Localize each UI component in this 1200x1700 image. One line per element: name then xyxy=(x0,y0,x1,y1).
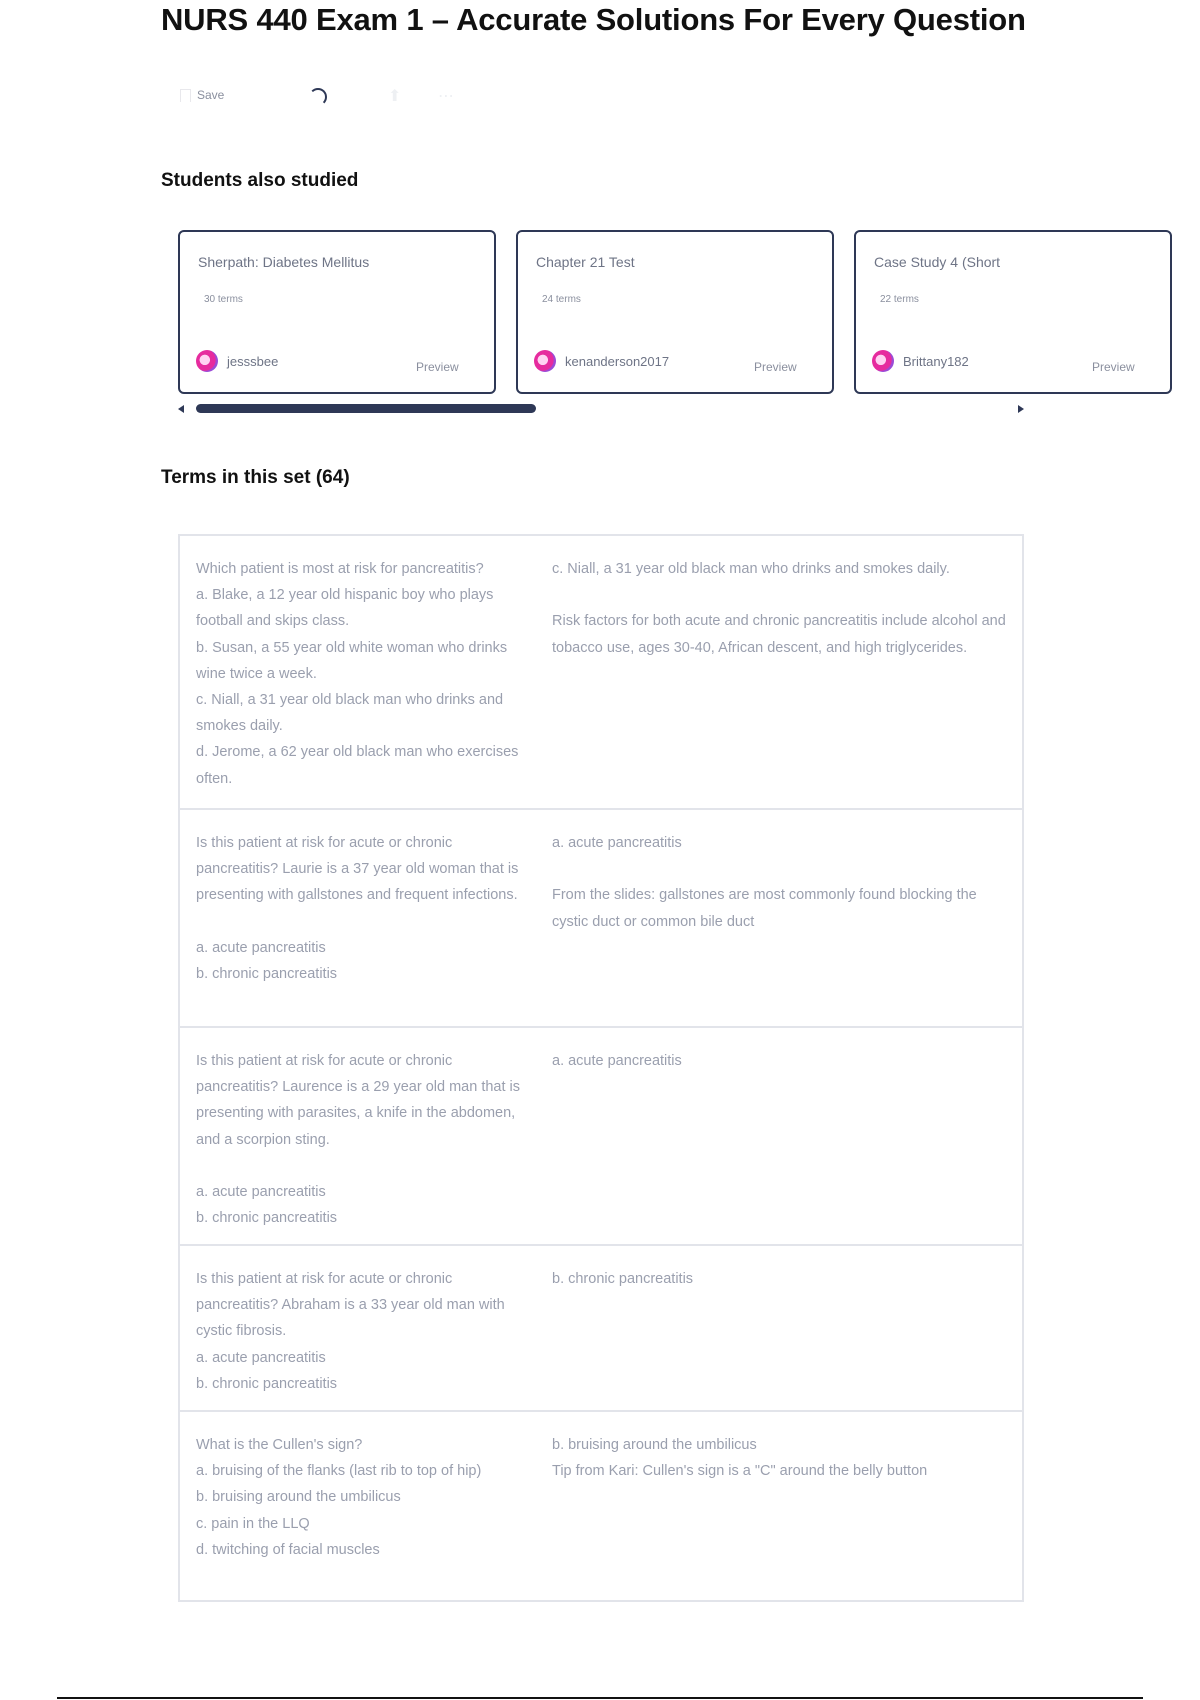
term-row xyxy=(180,1410,1022,1600)
bookmark-icon xyxy=(180,89,191,102)
page-title: NURS 440 Exam 1 – Accurate Solutions For Every Question xyxy=(161,2,1026,37)
study-set-card[interactable] xyxy=(854,230,1172,394)
loading-spinner-icon xyxy=(309,88,327,106)
term-answer: b. bruising around the umbilicus Tip from Kari: Cullen's sign is a "C" around the belly button xyxy=(552,1437,928,1480)
term-answer: c. Niall, a 31 year old black man who drinks and smokes daily. Risk factors for both acute and chronic pancreatitis include alcohol and tobacco use, ages 30-40, African descent, and high triglycerides. xyxy=(552,561,1006,656)
carousel-scrollbar[interactable] xyxy=(178,404,1024,414)
more-icon[interactable]: ⋯ xyxy=(438,88,454,105)
term-question: Is this patient at risk for acute or chronic pancreatitis? Laurie is a 37 year old woman that is presenting with gallstones and frequent infections. a. acute pancreatitis b. chronic pancreatitis xyxy=(196,835,519,983)
save-label: Save xyxy=(197,88,225,102)
term-question: What is the Cullen's sign? a. bruising of the flanks (last rib to top of hip) b. bruising around the umbilicus c. pain in the LLQ d. twitching of facial muscles xyxy=(196,1437,482,1558)
card-author[interactable] xyxy=(196,350,278,372)
study-set-card[interactable] xyxy=(516,230,834,394)
avatar xyxy=(534,350,556,372)
students-also-studied-heading: Students also studied xyxy=(161,170,359,191)
term-answer: b. chronic pancreatitis xyxy=(552,1271,694,1287)
study-set-card[interactable] xyxy=(178,230,496,394)
card-author[interactable] xyxy=(872,350,969,372)
term-question: Is this patient at risk for acute or chronic pancreatitis? Abraham is a 33 year old man with cystic fibrosis. a. acute pancreatitis b. chronic pancreatitis xyxy=(196,1271,505,1392)
study-set-carousel xyxy=(178,230,1135,418)
card-author[interactable] xyxy=(534,350,669,372)
term-answer: a. acute pancreatitis From the slides: gallstones are most commonly found blocking the cystic duct or common bile duct xyxy=(552,835,977,930)
card-title: Sherpath: Diabetes Mellitus xyxy=(198,254,370,270)
terms-list xyxy=(178,534,1024,1602)
card-title: Case Study 4 (Short xyxy=(874,254,1001,270)
scroll-left-arrow-icon[interactable] xyxy=(178,405,184,413)
preview-button[interactable]: Preview xyxy=(754,360,797,374)
page-divider xyxy=(57,1697,1143,1699)
scrollbar-thumb[interactable] xyxy=(196,404,536,413)
share-icon[interactable]: ⬆ xyxy=(388,88,402,105)
term-row xyxy=(180,536,1022,808)
author-name: kenanderson2017 xyxy=(565,353,670,369)
scroll-right-arrow-icon[interactable] xyxy=(1018,405,1024,413)
author-name: jesssbee xyxy=(227,353,279,369)
preview-button[interactable]: Preview xyxy=(1092,360,1135,374)
terms-in-set-heading: Terms in this set (64) xyxy=(161,467,350,488)
save-button[interactable] xyxy=(180,88,224,102)
card-term-count: 24 terms xyxy=(542,294,581,305)
carousel-viewport xyxy=(178,230,1135,402)
card-term-count: 22 terms xyxy=(880,294,919,305)
term-row xyxy=(180,1026,1022,1244)
term-question: Is this patient at risk for acute or chronic pancreatitis? Laurence is a 29 year old man that is presenting with parasites, a knife in the abdomen, and a scorpion sting. a. acute pancreatitis b. chronic pancreatitis xyxy=(196,1053,521,1227)
toolbar xyxy=(180,84,680,114)
card-title: Chapter 21 Test xyxy=(536,254,635,270)
avatar xyxy=(196,350,218,372)
card-term-count: 30 terms xyxy=(204,294,243,305)
term-row xyxy=(180,1244,1022,1410)
term-question: Which patient is most at risk for pancreatitis? a. Blake, a 12 year old hispanic boy who plays football and skips class. b. Susan, a 55 year old white woman who drinks wine twice a week. c. Niall, a 31 year old black man who drinks and smokes daily. d. Jerome, a 62 year old black man who exercises often. xyxy=(196,561,519,787)
term-row xyxy=(180,808,1022,1026)
avatar xyxy=(872,350,894,372)
preview-button[interactable]: Preview xyxy=(416,360,459,374)
term-answer: a. acute pancreatitis xyxy=(552,1053,682,1069)
author-name: Brittany182 xyxy=(903,353,969,369)
